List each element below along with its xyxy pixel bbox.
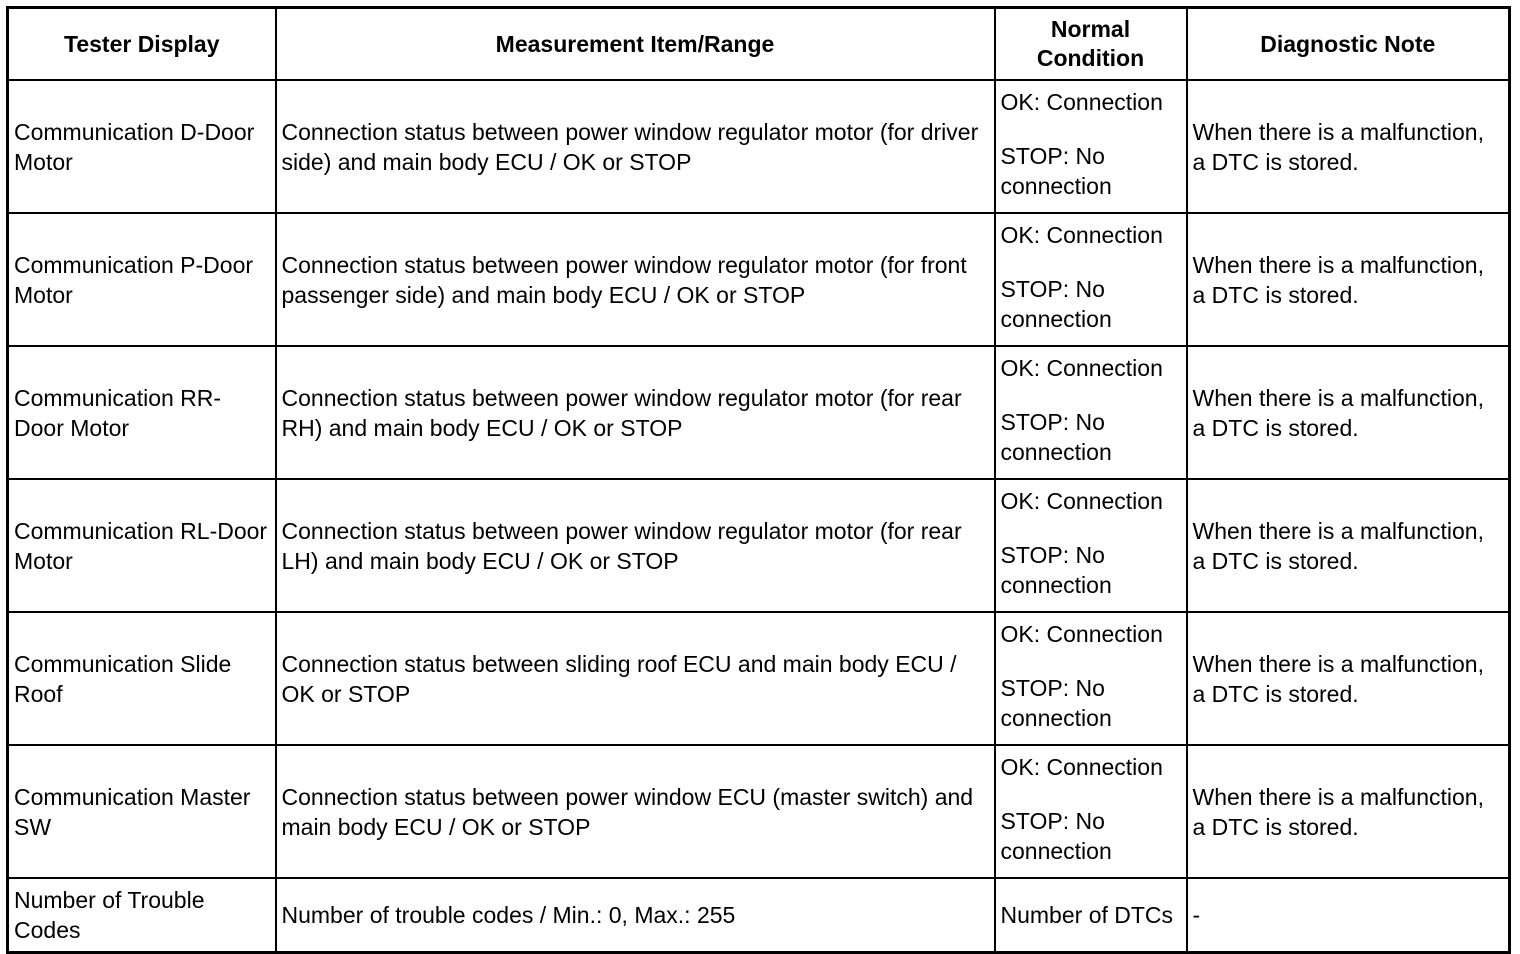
normal-ok-text: OK: Connection (1000, 89, 1163, 115)
table-row (8, 878, 1510, 953)
cell-tester-display: Communication D-Door Motor (8, 80, 276, 213)
table-row (8, 479, 1510, 612)
cell-normal-condition (995, 479, 1187, 612)
normal-ok-text: OK: Connection (1000, 621, 1163, 647)
data-list-table-container (6, 6, 1508, 943)
cell-diagnostic-note: When there is a malfunction, a DTC is stored. (1187, 479, 1510, 612)
normal-stop-text: STOP: No connection (1000, 808, 1112, 864)
cell-diagnostic-note: - (1187, 878, 1510, 953)
cell-tester-display: Communication P-Door Motor (8, 213, 276, 346)
header-row (8, 8, 1510, 81)
header-normal-condition: Normal Condition (995, 8, 1187, 81)
normal-ok-text: OK: Connection (1000, 754, 1163, 780)
cell-normal-condition (995, 346, 1187, 479)
normal-stop-text: STOP: No connection (1000, 542, 1112, 598)
normal-ok-text: OK: Connection (1000, 355, 1163, 381)
normal-stop-text: STOP: No connection (1000, 675, 1112, 731)
cell-measurement-item: Connection status between power window regulator motor (for rear RH) and main body ECU / OK or STOP (276, 346, 995, 479)
cell-tester-display: Communication Master SW (8, 745, 276, 878)
normal-stop-text: STOP: No connection (1000, 143, 1112, 199)
normal-ok-text: OK: Connection (1000, 222, 1163, 248)
cell-measurement-item: Connection status between sliding roof ECU and main body ECU / OK or STOP (276, 612, 995, 745)
data-list-table (6, 6, 1511, 954)
cell-tester-display: Communication RR-Door Motor (8, 346, 276, 479)
cell-normal-condition: Number of DTCs (995, 878, 1187, 953)
cell-normal-condition (995, 745, 1187, 878)
cell-tester-display: Communication RL-Door Motor (8, 479, 276, 612)
header-diagnostic-note: Diagnostic Note (1187, 8, 1510, 81)
table-row (8, 745, 1510, 878)
cell-diagnostic-note: When there is a malfunction, a DTC is stored. (1187, 213, 1510, 346)
cell-measurement-item: Connection status between power window regulator motor (for driver side) and main body ECU / OK or STOP (276, 80, 995, 213)
header-tester-display: Tester Display (8, 8, 276, 81)
table-row (8, 80, 1510, 213)
cell-normal-condition (995, 213, 1187, 346)
cell-diagnostic-note: When there is a malfunction, a DTC is stored. (1187, 612, 1510, 745)
cell-tester-display: Number of Trouble Codes (8, 878, 276, 953)
normal-stop-text: STOP: No connection (1000, 276, 1112, 332)
cell-measurement-item: Number of trouble codes / Min.: 0, Max.: 255 (276, 878, 995, 953)
cell-measurement-item: Connection status between power window ECU (master switch) and main body ECU / OK or STOP (276, 745, 995, 878)
cell-normal-condition (995, 80, 1187, 213)
table-row (8, 612, 1510, 745)
cell-normal-condition (995, 612, 1187, 745)
table-row (8, 213, 1510, 346)
cell-measurement-item: Connection status between power window regulator motor (for front passenger side) and main body ECU / OK or STOP (276, 213, 995, 346)
header-measurement-item: Measurement Item/Range (276, 8, 995, 81)
cell-measurement-item: Connection status between power window regulator motor (for rear LH) and main body ECU / OK or STOP (276, 479, 995, 612)
normal-stop-text: STOP: No connection (1000, 409, 1112, 465)
table-row (8, 346, 1510, 479)
cell-diagnostic-note: When there is a malfunction, a DTC is stored. (1187, 745, 1510, 878)
cell-diagnostic-note: When there is a malfunction, a DTC is stored. (1187, 80, 1510, 213)
cell-diagnostic-note: When there is a malfunction, a DTC is stored. (1187, 346, 1510, 479)
cell-tester-display: Communication Slide Roof (8, 612, 276, 745)
normal-ok-text: OK: Connection (1000, 488, 1163, 514)
